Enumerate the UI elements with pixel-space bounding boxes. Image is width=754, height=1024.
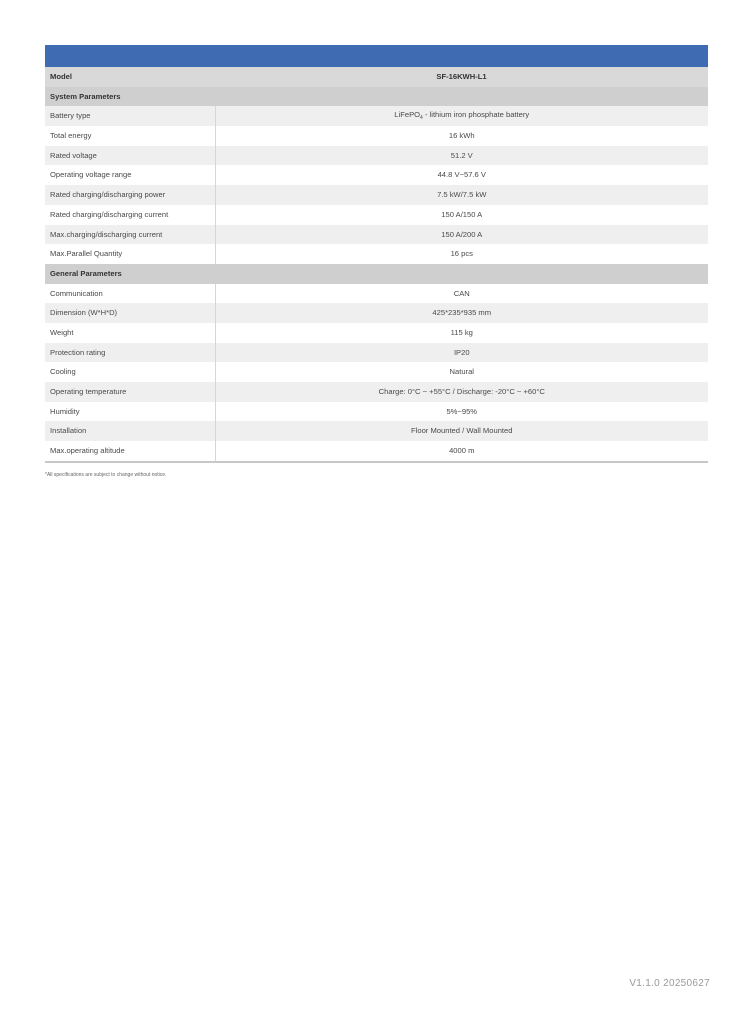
row-label: Weight (45, 323, 215, 343)
row-value: 7.5 kW/7.5 kW (215, 185, 708, 205)
row-label: Rated charging/discharging current (45, 205, 215, 225)
spec-sheet (45, 45, 708, 478)
battery-type-value (215, 106, 708, 126)
row-value: Floor Mounted / Wall Mounted (215, 421, 708, 441)
row-label: Max.operating altitude (45, 441, 215, 461)
table-row (45, 402, 708, 422)
footnote: *All specifications are subject to change without notice. (45, 471, 167, 478)
section-title-general: General Parameters (45, 264, 708, 284)
row-label: Installation (45, 421, 215, 441)
table-row (45, 343, 708, 363)
header-band (45, 45, 708, 67)
row-value: 16 pcs (215, 244, 708, 264)
row-value: Charge: 0°C ~ +55°C / Discharge: -20°C ~ +60°C (215, 382, 708, 402)
row-label: Max.Parallel Quantity (45, 244, 215, 264)
table-row (45, 362, 708, 382)
row-label: Max.charging/discharging current (45, 225, 215, 245)
spec-table (45, 67, 708, 461)
row-label: Rated voltage (45, 146, 215, 166)
table-row (45, 441, 708, 461)
row-value: 115 kg (215, 323, 708, 343)
row-label: Operating voltage range (45, 165, 215, 185)
chem-subscript: 4 (420, 115, 423, 122)
row-value: 150 A/200 A (215, 225, 708, 245)
row-value: IP20 (215, 343, 708, 363)
row-label: Communication (45, 284, 215, 304)
row-value: 5%~95% (215, 402, 708, 422)
table-row (45, 244, 708, 264)
table-row (45, 146, 708, 166)
row-value: 16 kWh (215, 126, 708, 146)
chem-formula: LiFePO (394, 110, 421, 120)
table-row (45, 323, 708, 343)
table-row (45, 185, 708, 205)
table-row (45, 126, 708, 146)
row-label: Operating temperature (45, 382, 215, 402)
row-label: Battery type (45, 106, 215, 126)
version-label: V1.1.0 20250627 (629, 978, 710, 989)
row-value: 425*235*935 mm (215, 303, 708, 323)
section-header-system (45, 87, 708, 107)
table-row (45, 382, 708, 402)
table-row (45, 303, 708, 323)
row-value: CAN (215, 284, 708, 304)
table-bottom-rule (45, 461, 708, 463)
row-value: 51.2 V (215, 146, 708, 166)
row-label: Dimension (W*H*D) (45, 303, 215, 323)
row-label: Protection rating (45, 343, 215, 363)
row-value: 150 A/150 A (215, 205, 708, 225)
row-label: Cooling (45, 362, 215, 382)
table-row (45, 165, 708, 185)
row-value: 4000 m (215, 441, 708, 461)
row-label: Total energy (45, 126, 215, 146)
section-title-system: System Parameters (45, 87, 708, 107)
row-label: Humidity (45, 402, 215, 422)
model-label: Model (45, 67, 215, 87)
chem-description: - lithium iron phosphate battery (422, 110, 530, 120)
table-row (45, 205, 708, 225)
table-row (45, 421, 708, 441)
row-value: Natural (215, 362, 708, 382)
model-value: SF-16KWH-L1 (215, 67, 708, 87)
table-row (45, 284, 708, 304)
model-row (45, 67, 708, 87)
section-header-general (45, 264, 708, 284)
table-row (45, 106, 708, 126)
table-row (45, 225, 708, 245)
row-value: 44.8 V~57.6 V (215, 165, 708, 185)
row-label: Rated charging/discharging power (45, 185, 215, 205)
